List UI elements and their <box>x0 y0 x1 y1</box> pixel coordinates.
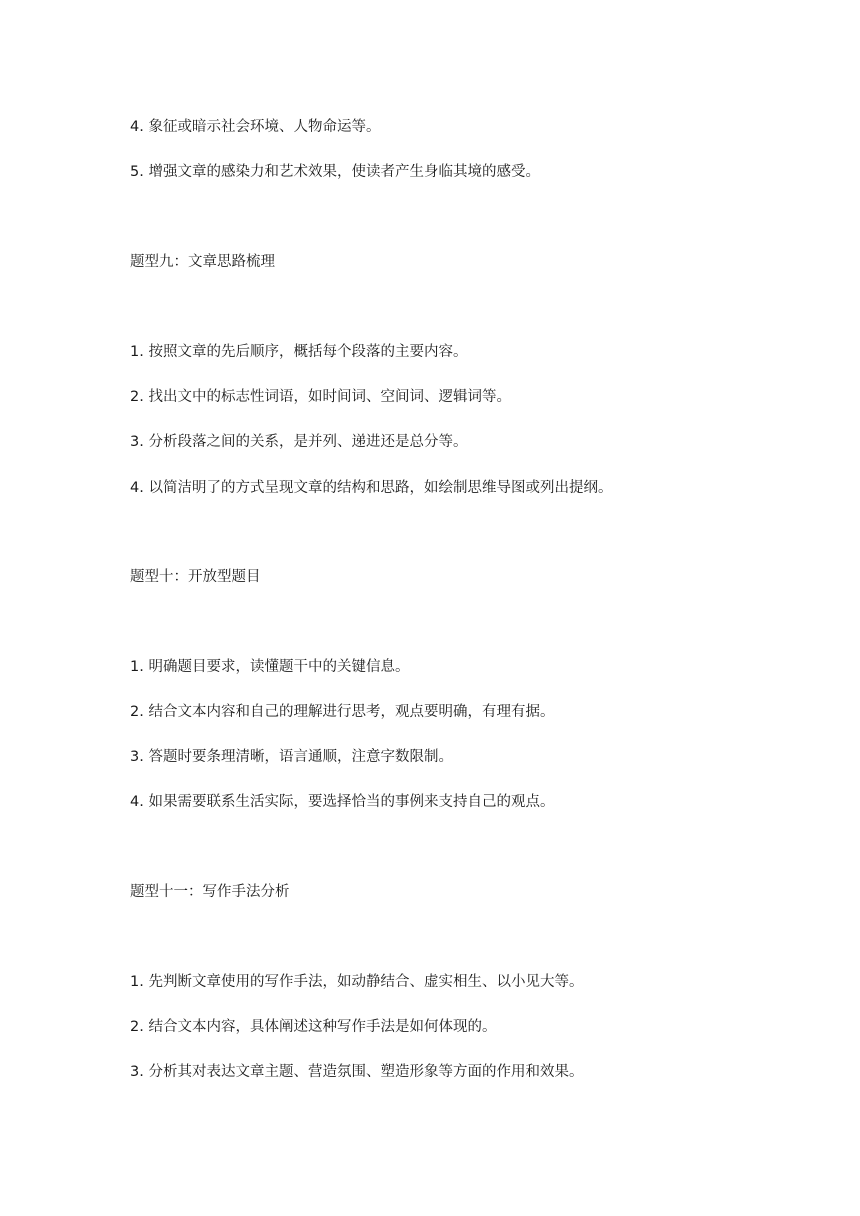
list-item: 2. 结合文本内容，具体阐述这种写作手法是如何体现的。 <box>130 1019 497 1035</box>
section-heading: 题型十：开放型题目 <box>130 569 261 585</box>
list-item: 5. 增强文章的感染力和艺术效果，使读者产生身临其境的感受。 <box>130 164 540 180</box>
list-item: 4. 以简洁明了的方式呈现文章的结构和思路，如绘制思维导图或列出提纲。 <box>130 480 613 496</box>
list-item: 3. 分析其对表达文章主题、营造氛围、塑造形象等方面的作用和效果。 <box>130 1064 584 1080</box>
list-item: 1. 先判断文章使用的写作手法，如动静结合、虚实相生、以小见大等。 <box>130 974 584 990</box>
list-item: 1. 明确题目要求，读懂题干中的关键信息。 <box>130 659 410 675</box>
list-item: 3. 答题时要条理清晰，语言通顺，注意字数限制。 <box>130 749 453 765</box>
list-item: 4. 象征或暗示社会环境、人物命运等。 <box>130 119 381 135</box>
list-item: 2. 找出文中的标志性词语，如时间词、空间词、逻辑词等。 <box>130 389 511 405</box>
list-item: 3. 分析段落之间的关系，是并列、递进还是总分等。 <box>130 434 468 450</box>
section-heading: 题型九：文章思路梳理 <box>130 254 275 270</box>
section-heading: 题型十一：写作手法分析 <box>130 884 290 900</box>
list-item: 4. 如果需要联系生活实际，要选择恰当的事例来支持自己的观点。 <box>130 794 555 810</box>
list-item: 1. 按照文章的先后顺序，概括每个段落的主要内容。 <box>130 344 468 360</box>
list-item: 2. 结合文本内容和自己的理解进行思考，观点要明确，有理有据。 <box>130 704 555 720</box>
